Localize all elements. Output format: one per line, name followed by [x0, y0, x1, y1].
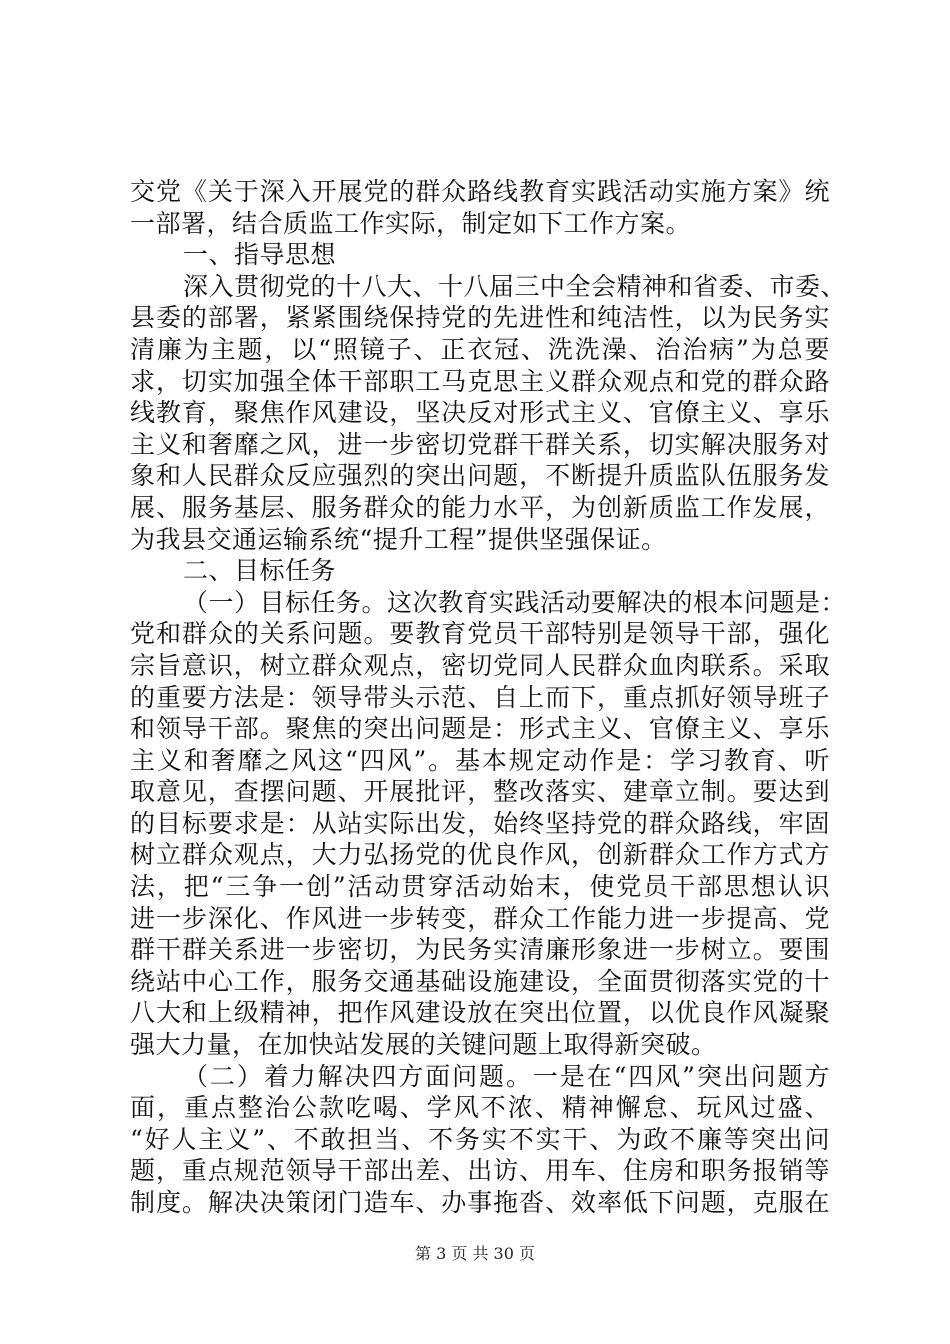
text-line: 象和人民群众反应强烈的突出问题，不断提升质监队伍服务发	[130, 461, 830, 491]
text-line: 面，重点整治公款吃喝、学风不浓、精神懈怠、玩风过盛、	[130, 1093, 830, 1123]
text-line: 题，重点规范领导干部出差、出访、用车、住房和职务报销等	[130, 1156, 830, 1186]
document-body	[130, 176, 847, 1219]
page-number-footer: 第 3 页 共 30 页	[415, 1244, 535, 1263]
text-line: 党和群众的关系问题。要教育党员干部特别是领导干部，强化	[130, 619, 830, 649]
text-line: 交党《关于深入开展党的群众路线教育实践活动实施方案》统	[130, 177, 830, 206]
text-line: 取意见，查摆问题、开展批评，整改落实、建章立制。要达到	[130, 777, 830, 807]
text-line: 宗旨意识，树立群众观点，密切党同人民群众血肉联系。采取	[130, 650, 830, 680]
text-line: 主义和奢靡之风这“四风”。基本规定动作是：学习教育、听	[130, 745, 830, 775]
text-line: 制度。解决决策闭门造车、办事拖沓、效率低下问题，克服在	[130, 1188, 830, 1217]
text-line: 的目标要求是：从站实际出发，始终坚持党的群众路线，牢固	[130, 808, 830, 838]
text-line: 强大力量，在加快站发展的关键问题上取得新突破。	[130, 1030, 717, 1060]
text-line: 展、服务基层、服务群众的能力水平，为创新质监工作发展，	[130, 492, 830, 522]
text-line: 和领导干部。聚焦的突出问题是：形式主义、官僚主义、享乐	[130, 714, 830, 744]
text-line: 法，把“三争一创”活动贯穿活动始末，使党员干部思想认识	[130, 872, 830, 902]
text-line: 深入贯彻党的十八大、十八届三中全会精神和省委、市委、	[183, 271, 847, 301]
text-line: 绕站中心工作，服务交通基础设施建设，全面贯彻落实党的十	[130, 966, 830, 996]
text-line: 进一步深化、作风进一步转变，群众工作能力进一步提高、党	[130, 903, 830, 933]
text-line: 的重要方法是：领导带头示范、自上而下，重点抓好领导班子	[130, 682, 830, 712]
text-line: 清廉为主题，以“照镜子、正衣冠、洗洗澡、治治病”为总要	[130, 334, 830, 364]
text-line: 八大和上级精神，把作风建设放在突出位置，以优良作风凝聚	[130, 998, 830, 1028]
text-line: “好人主义”、不敢担当、不务实不实干、为政不廉等突出问	[130, 1124, 830, 1154]
text-line: 树立群众观点，大力弘扬党的优良作风，创新群众工作方式方	[130, 840, 830, 870]
text-line: （二）着力解决四方面问题。一是在“四风”突出问题方	[183, 1061, 830, 1091]
text-line: 线教育，聚焦作风建设，坚决反对形式主义、官僚主义、享乐	[130, 398, 830, 428]
section-heading: 一、指导思想	[183, 240, 337, 270]
text-line: （一）目标任务。这次教育实践活动要解决的根本问题是：	[183, 587, 847, 617]
text-line: 群干群关系进一步密切，为民务实清廉形象进一步树立。要围	[130, 935, 830, 965]
text-line: 县委的部署，紧紧围绕保持党的先进性和纯洁性，以为民务实	[130, 303, 830, 333]
text-line: 为我县交通运输系统“提升工程”提供坚强保证。	[130, 524, 667, 554]
text-line: 求，切实加强全体干部职工马克思主义群众观点和党的群众路	[130, 366, 830, 396]
section-heading: 二、目标任务	[183, 556, 337, 586]
text-line: 主义和奢靡之风，进一步密切党群干群关系，切实解决服务对	[130, 429, 830, 459]
text-line: 一部署，结合质监工作实际，制定如下工作方案。	[130, 208, 692, 238]
